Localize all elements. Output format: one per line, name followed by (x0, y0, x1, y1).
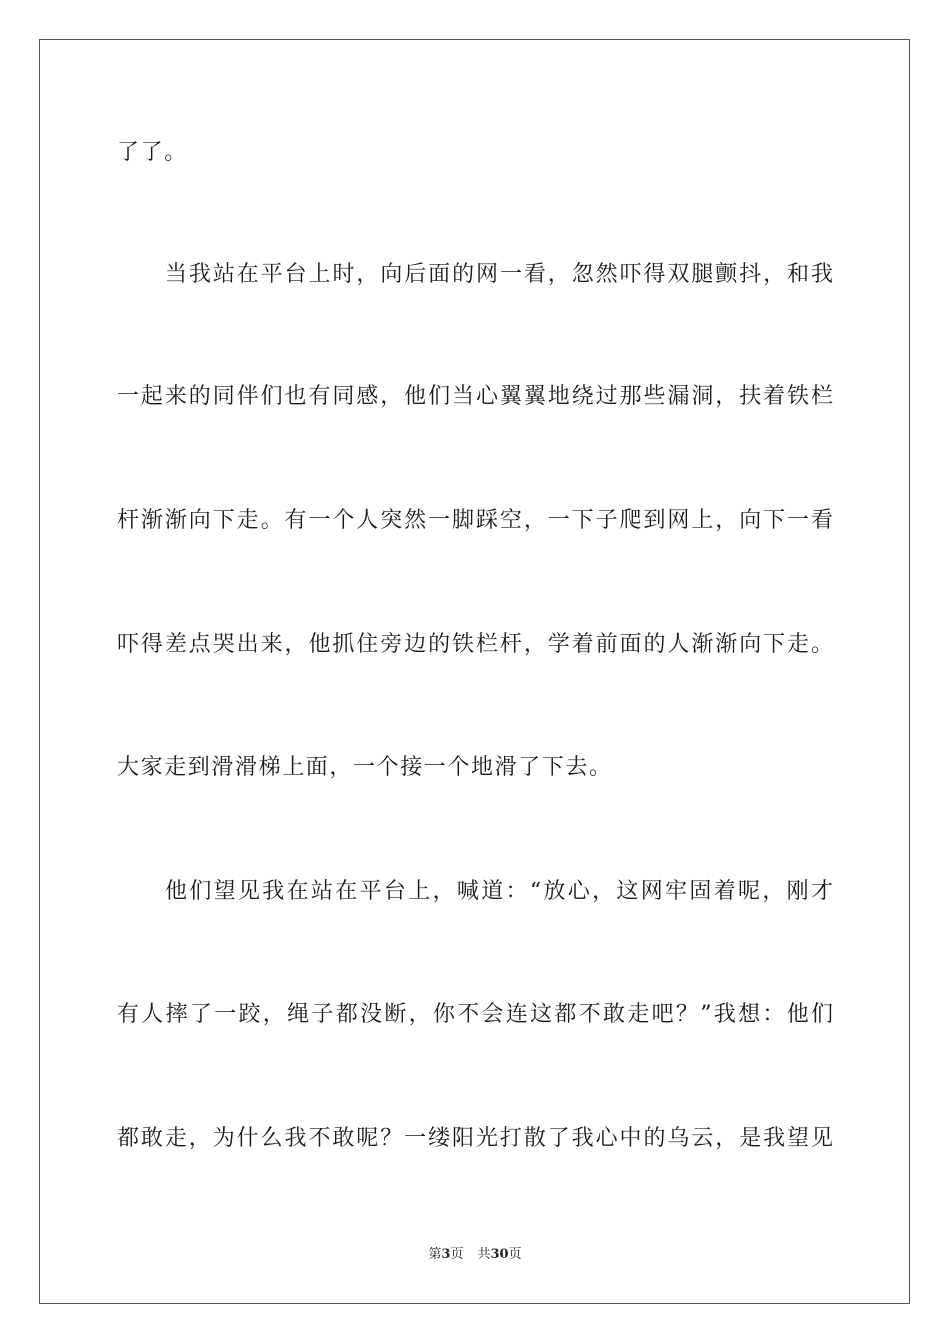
paragraph-2-line-1: 他们望见我在站在平台上，喊道：“放心，这网牢固着呢，刚才 (165, 879, 833, 904)
paragraph-1-line-3: 杆渐渐向下走。有一个人突然一脚踩空，一下子爬到网上，向下一看 (117, 508, 833, 533)
footer-total-pages: 30 (490, 1247, 509, 1262)
footer-total-suffix: 页 (508, 1247, 522, 1262)
paragraph-1-line-4: 吓得差点哭出来，他抓住旁边的铁栏杆，学着前面的人渐渐向下走。 (117, 632, 833, 657)
paragraph-1-line-2: 一起来的同伴们也有同感，他们当心翼翼地绕过那些漏洞，扶着铁栏 (117, 384, 833, 409)
body-line-1: 了了。 (117, 140, 188, 165)
page-footer (0, 1246, 950, 1264)
footer-page-suffix: 页 (450, 1247, 464, 1262)
footer-total-prefix: 共 (477, 1247, 491, 1262)
footer-page-prefix: 第 (428, 1247, 442, 1262)
footer-page-number: 3 (441, 1247, 451, 1262)
paragraph-1-line-1: 当我站在平台上时，向后面的网一看，忽然吓得双腿颤抖，和我 (165, 262, 833, 287)
paragraph-2-line-3: 都敢走，为什么我不敢呢？一缕阳光打散了我心中的乌云，是我望见 (117, 1126, 833, 1151)
paragraph-2-line-2: 有人摔了一跤，绳子都没断，你不会连这都不敢走吧？”我想：他们 (117, 1002, 833, 1027)
page-border (39, 39, 910, 1304)
paragraph-1-line-5: 大家走到滑滑梯上面，一个接一个地滑了下去。 (117, 755, 613, 780)
